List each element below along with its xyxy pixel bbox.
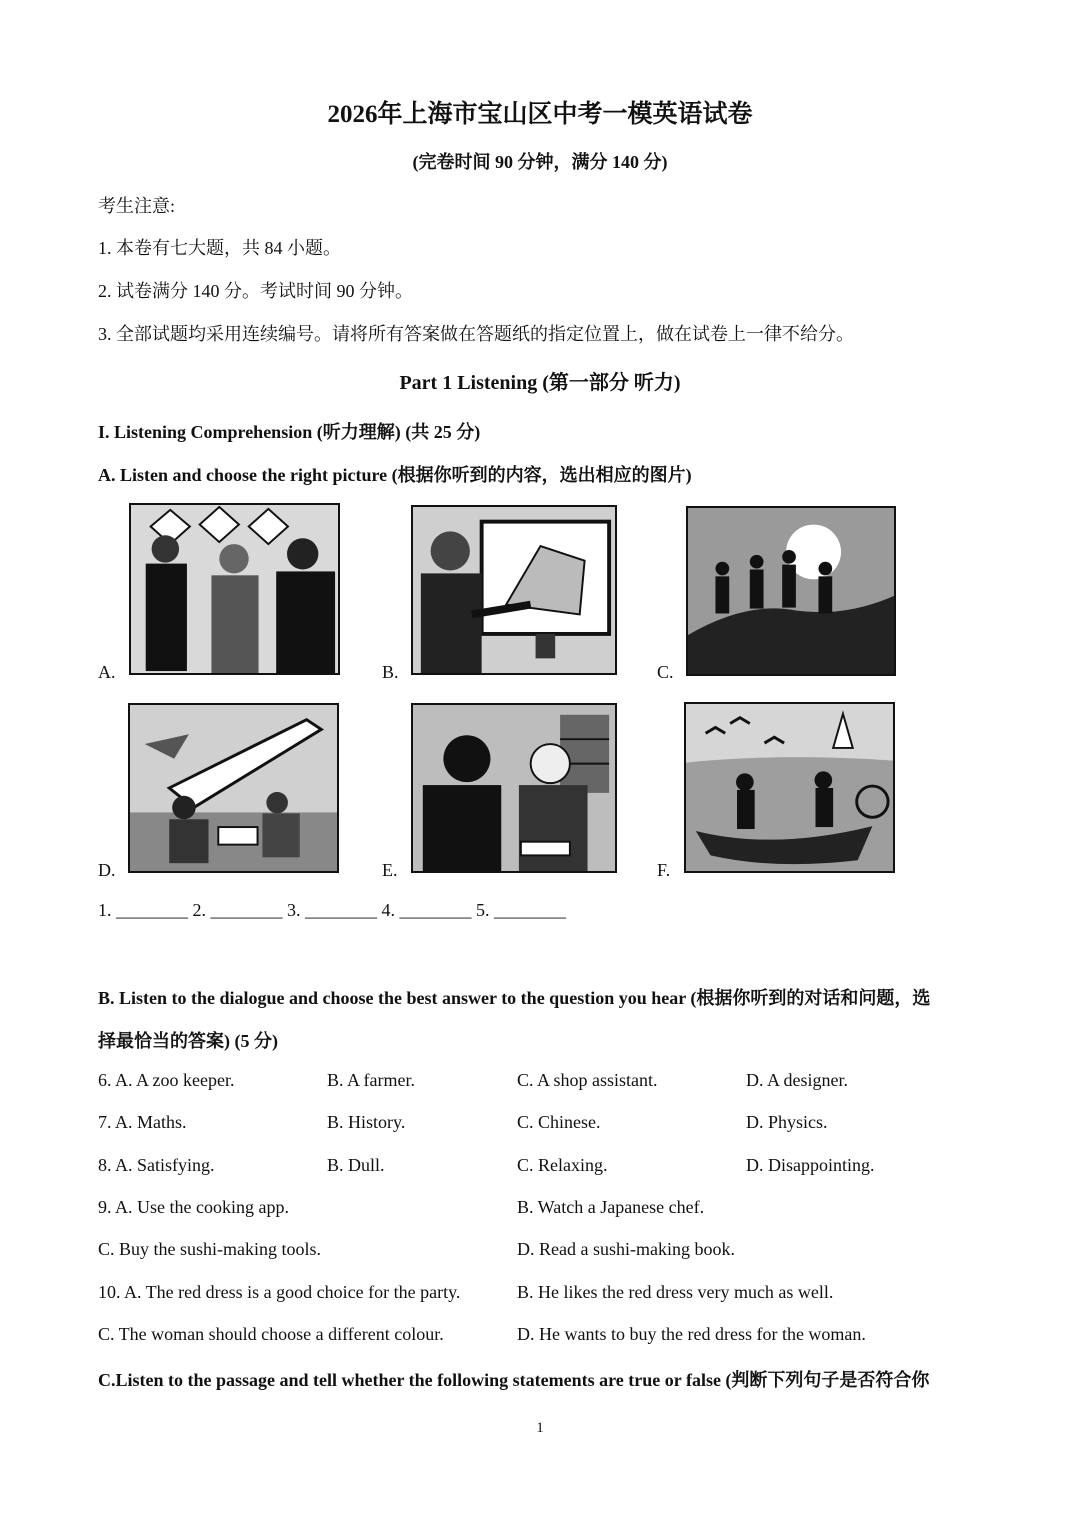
question-9-option-c: C. Buy the sushi-making tools.: [98, 1239, 322, 1259]
question-10-option-a: 10. A. The red dress is a good choice for the party.: [98, 1282, 461, 1302]
notes-heading: 考生注意:: [98, 196, 176, 216]
question-9-option-a: 9. A. Use the cooking app.: [98, 1197, 289, 1217]
question-7-option-c: C. Chinese.: [517, 1112, 601, 1132]
section-b-heading-line2: 择最恰当的答案) (5 分): [98, 1031, 278, 1051]
question-8-option-d: D. Disappointing.: [746, 1155, 875, 1175]
section-b-heading-line1: B. Listen to the dialogue and choose the best answer to the question you hear (根据你听到的对话和问题，选: [98, 988, 931, 1008]
note-item-2: 2. 试卷满分 140 分。考试时间 90 分钟。: [98, 281, 413, 301]
fishing-boat-icon: [684, 702, 895, 873]
picture-label-c: C.: [657, 662, 674, 682]
question-10-option-c: C. The woman should choose a different colour.: [98, 1324, 444, 1344]
section-i-heading: I. Listening Comprehension (听力理解) (共 25 分): [98, 422, 481, 442]
space-lab-icon: [128, 703, 339, 873]
computer-design-icon: [411, 505, 617, 675]
question-6-option-c: C. A shop assistant.: [517, 1070, 658, 1090]
question-8-option-c: C. Relaxing.: [517, 1155, 608, 1175]
answer-blanks: 1. ________ 2. ________ 3. ________ 4. ________ 5. ________: [98, 900, 566, 920]
picture-label-f: F.: [657, 860, 671, 880]
police-arrest-icon: [129, 503, 340, 675]
question-8-option-b: B. Dull.: [327, 1155, 385, 1175]
question-7-option-d: D. Physics.: [746, 1112, 828, 1132]
picture-label-e: E.: [382, 860, 398, 880]
question-10-option-b: B. He likes the red dress very much as well.: [517, 1282, 834, 1302]
question-6-option-d: D. A designer.: [746, 1070, 848, 1090]
section-a-heading: A. Listen and choose the right picture (根据你听到的内容，选出相应的图片): [98, 465, 692, 485]
picture-label-b: B.: [382, 662, 399, 682]
page-title: 2026年上海市宝山区中考一模英语试卷: [327, 101, 753, 128]
picture-label-a: A.: [98, 662, 116, 682]
page-number: 1: [536, 1420, 544, 1436]
section-c-heading: C.Listen to the passage and tell whether the following statements are true or false (判断下列句子是否符合你: [98, 1370, 930, 1390]
question-8-option-a: 8. A. Satisfying.: [98, 1155, 215, 1175]
question-9-option-d: D. Read a sushi-making book.: [517, 1239, 735, 1259]
hiking-icon: [686, 506, 896, 676]
picture-label-d: D.: [98, 860, 116, 880]
interview-icon: [411, 703, 617, 873]
note-item-3: 3. 全部试题均采用连续编号。请将所有答案做在答题纸的指定位置上，做在试卷上一律不给分。: [98, 324, 854, 344]
part1-heading: Part 1 Listening (第一部分 听力): [399, 372, 681, 394]
question-9-option-b: B. Watch a Japanese chef.: [517, 1197, 705, 1217]
question-6-option-b: B. A farmer.: [327, 1070, 415, 1090]
question-10-option-d: D. He wants to buy the red dress for the woman.: [517, 1324, 866, 1344]
question-7-option-a: 7. A. Maths.: [98, 1112, 187, 1132]
question-6-option-a: 6. A. A zoo keeper.: [98, 1070, 235, 1090]
question-7-option-b: B. History.: [327, 1112, 406, 1132]
page-subtitle: (完卷时间 90 分钟，满分 140 分): [412, 152, 668, 172]
note-item-1: 1. 本卷有七大题，共 84 小题。: [98, 238, 341, 258]
